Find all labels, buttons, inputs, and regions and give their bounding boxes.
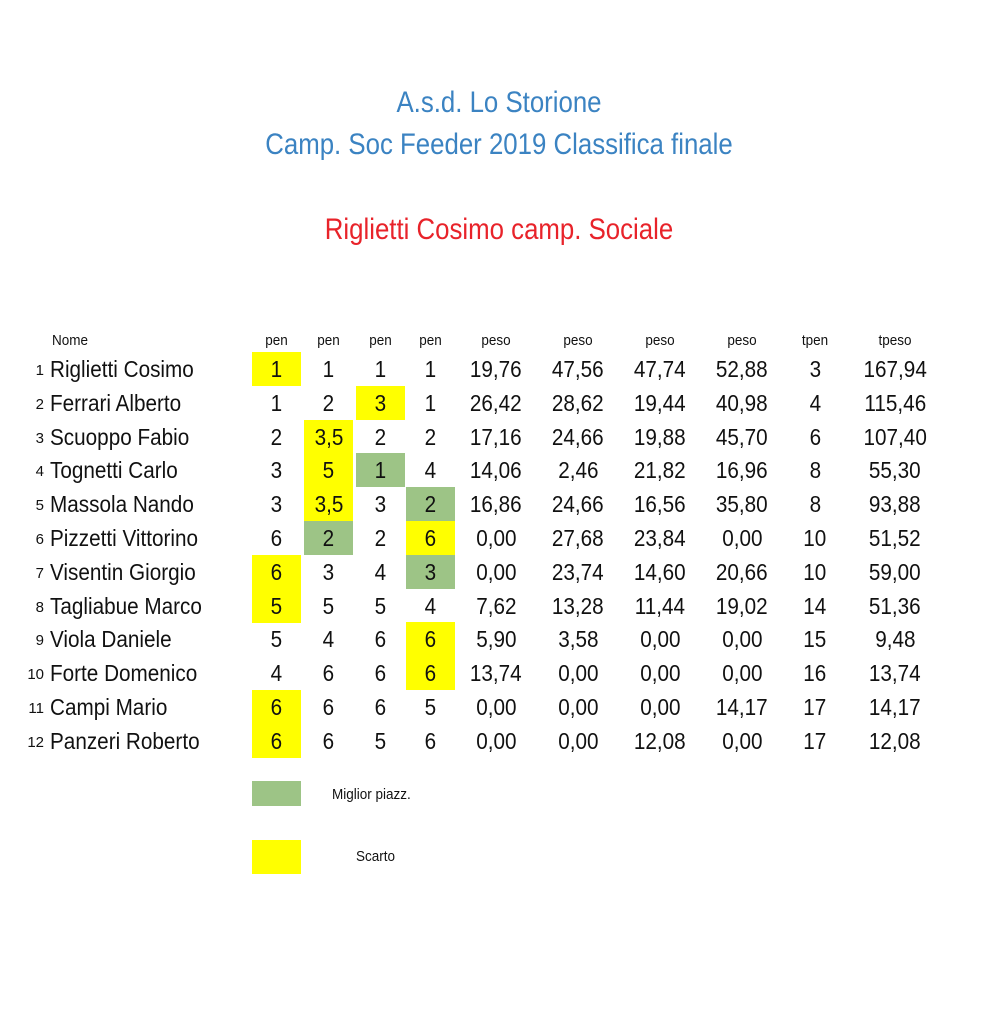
peso-cell-4 xyxy=(702,622,782,656)
tpen-cell xyxy=(786,690,844,724)
peso-cell-3-value: 0,00 xyxy=(639,626,681,652)
tpeso-cell-value: 51,36 xyxy=(869,593,921,619)
pen-cell-2-value: 1 xyxy=(322,356,335,382)
pen-cell-2 xyxy=(304,420,353,454)
peso-cell-1-value: 7,62 xyxy=(475,593,517,619)
tpen-cell-value: 4 xyxy=(809,390,821,416)
peso-cell-2 xyxy=(538,656,618,690)
tpen-cell-value: 17 xyxy=(803,694,827,720)
pen-cell-4 xyxy=(406,386,455,420)
peso-cell-1 xyxy=(456,555,536,589)
pen-cell-3 xyxy=(356,622,405,656)
peso-cell-2-value: 28,62 xyxy=(552,390,604,416)
pen-cell-2 xyxy=(304,724,353,758)
pen-cell-2 xyxy=(304,487,353,521)
pen-cell-3 xyxy=(356,487,405,521)
peso-cell-2 xyxy=(538,453,618,487)
tpen-cell-value: 3 xyxy=(809,356,821,382)
pen-cell-4-value: 3 xyxy=(424,559,437,585)
header-tpen: tpen xyxy=(801,332,829,349)
pen-cell-1 xyxy=(252,589,301,623)
pen-cell-2-value: 6 xyxy=(322,728,335,754)
tpeso-cell xyxy=(848,352,942,386)
peso-cell-2-value: 0,00 xyxy=(557,660,599,686)
peso-cell-2 xyxy=(538,622,618,656)
tpen-cell xyxy=(786,656,844,690)
peso-cell-1 xyxy=(456,656,536,690)
peso-cell-4 xyxy=(702,521,782,555)
pen-cell-4 xyxy=(406,555,455,589)
peso-cell-2 xyxy=(538,724,618,758)
pen-cell-3-value: 2 xyxy=(374,424,387,450)
pen-cell-2 xyxy=(304,386,353,420)
peso-cell-4 xyxy=(702,555,782,589)
pen-cell-3 xyxy=(356,521,405,555)
peso-cell-3-value: 19,44 xyxy=(634,390,686,416)
peso-cell-1 xyxy=(456,589,536,623)
pen-cell-3-value: 4 xyxy=(374,559,387,585)
peso-cell-4-value: 0,00 xyxy=(721,728,763,754)
peso-cell-1-value: 14,06 xyxy=(470,457,522,483)
pen-cell-2-value: 6 xyxy=(322,694,335,720)
peso-cell-1 xyxy=(456,352,536,386)
peso-cell-3 xyxy=(620,453,700,487)
row-angler-name: Tagliabue Marco xyxy=(50,593,202,619)
peso-cell-4 xyxy=(702,724,782,758)
peso-cell-3 xyxy=(620,589,700,623)
peso-cell-1 xyxy=(456,487,536,521)
row-position: 5 xyxy=(35,497,44,514)
row-angler-name: Viola Daniele xyxy=(50,626,172,652)
peso-cell-4-value: 0,00 xyxy=(721,626,763,652)
table-row xyxy=(0,521,998,555)
tpen-cell xyxy=(786,521,844,555)
tpeso-cell-value: 9,48 xyxy=(874,626,916,652)
peso-cell-4-value: 45,70 xyxy=(716,424,768,450)
pen-cell-3-value: 3 xyxy=(374,390,387,416)
pen-cell-2 xyxy=(304,352,353,386)
pen-cell-3-value: 6 xyxy=(374,626,387,652)
row-position: 6 xyxy=(35,531,44,548)
row-angler-name: Pizzetti Vittorino xyxy=(50,525,199,551)
row-position: 2 xyxy=(35,396,44,413)
peso-cell-3-value: 47,74 xyxy=(634,356,686,382)
row-angler-name: Tognetti Carlo xyxy=(50,457,178,483)
peso-cell-4 xyxy=(702,352,782,386)
peso-cell-4-value: 16,96 xyxy=(716,457,768,483)
pen-cell-1-value: 5 xyxy=(270,626,283,652)
row-position: 11 xyxy=(28,700,44,717)
peso-cell-4-value: 0,00 xyxy=(721,525,763,551)
peso-cell-1-value: 26,42 xyxy=(470,390,522,416)
peso-cell-1 xyxy=(456,521,536,555)
pen-cell-2 xyxy=(304,521,353,555)
peso-cell-2 xyxy=(538,555,618,589)
pen-cell-1-value: 3 xyxy=(270,491,283,517)
pen-cell-3 xyxy=(356,453,405,487)
pen-cell-1 xyxy=(252,622,301,656)
table-row xyxy=(0,352,998,386)
peso-cell-2-value: 24,66 xyxy=(552,424,604,450)
peso-cell-2 xyxy=(538,386,618,420)
peso-cell-1-value: 0,00 xyxy=(475,525,517,551)
tpeso-cell xyxy=(848,487,942,521)
peso-cell-3-value: 16,56 xyxy=(634,491,686,517)
pen-cell-2 xyxy=(304,622,353,656)
pen-cell-2-value: 3,5 xyxy=(314,424,343,450)
pen-cell-1 xyxy=(252,656,301,690)
row-angler-name: Visentin Giorgio xyxy=(50,559,196,585)
header-pen-4: pen xyxy=(419,332,442,349)
pen-cell-4-value: 6 xyxy=(424,660,437,686)
peso-cell-3-value: 0,00 xyxy=(639,694,681,720)
pen-cell-4 xyxy=(406,589,455,623)
tpen-cell-value: 8 xyxy=(809,491,821,517)
peso-cell-2-value: 13,28 xyxy=(552,593,604,619)
tpeso-cell xyxy=(848,724,942,758)
pen-cell-3 xyxy=(356,352,405,386)
pen-cell-4-value: 2 xyxy=(424,424,437,450)
peso-cell-2-value: 3,58 xyxy=(557,626,599,652)
pen-cell-2-value: 2 xyxy=(322,525,335,551)
pen-cell-1 xyxy=(252,521,301,555)
row-position: 8 xyxy=(35,599,44,616)
table-row xyxy=(0,622,998,656)
peso-cell-4-value: 19,02 xyxy=(716,593,768,619)
peso-cell-2 xyxy=(538,352,618,386)
peso-cell-4-value: 0,00 xyxy=(721,660,763,686)
pen-cell-1-value: 6 xyxy=(270,694,283,720)
table-row xyxy=(0,555,998,589)
peso-cell-2-value: 23,74 xyxy=(552,559,604,585)
pen-cell-4 xyxy=(406,622,455,656)
tpeso-cell-value: 55,30 xyxy=(869,457,921,483)
row-position: 1 xyxy=(35,362,44,379)
pen-cell-1-value: 6 xyxy=(270,525,283,551)
tpeso-cell-value: 14,17 xyxy=(869,694,921,720)
tpen-cell xyxy=(786,555,844,589)
peso-cell-3 xyxy=(620,555,700,589)
peso-cell-4 xyxy=(702,690,782,724)
pen-cell-4-value: 4 xyxy=(424,593,437,619)
table-row xyxy=(0,487,998,521)
peso-cell-2 xyxy=(538,420,618,454)
peso-cell-2-value: 47,56 xyxy=(552,356,604,382)
tpeso-cell-value: 93,88 xyxy=(869,491,921,517)
header-pen-2: pen xyxy=(317,332,340,349)
peso-cell-4 xyxy=(702,487,782,521)
pen-cell-1 xyxy=(252,453,301,487)
pen-cell-2 xyxy=(304,690,353,724)
header-peso-1: peso xyxy=(481,332,511,349)
tpeso-cell-value: 107,40 xyxy=(863,424,927,450)
row-angler-name: Massola Nando xyxy=(50,491,194,517)
peso-cell-1-value: 5,90 xyxy=(475,626,517,652)
pen-cell-4-value: 6 xyxy=(424,626,437,652)
peso-cell-1 xyxy=(456,622,536,656)
pen-cell-1-value: 3 xyxy=(270,457,283,483)
tpen-cell-value: 15 xyxy=(803,626,827,652)
peso-cell-1-value: 13,74 xyxy=(470,660,522,686)
tpeso-cell xyxy=(848,589,942,623)
peso-cell-1-value: 19,76 xyxy=(470,356,522,382)
pen-cell-2-value: 5 xyxy=(322,593,335,619)
peso-cell-3 xyxy=(620,386,700,420)
tpen-cell xyxy=(786,352,844,386)
tpeso-cell xyxy=(848,521,942,555)
pen-cell-2-value: 5 xyxy=(322,457,335,483)
tpen-cell xyxy=(786,386,844,420)
row-position: 7 xyxy=(35,565,44,582)
legend-label-scarto: Scarto xyxy=(356,848,396,865)
subtitle-winner: Riglietti Cosimo camp. Sociale xyxy=(324,213,674,246)
tpen-cell xyxy=(786,622,844,656)
pen-cell-3 xyxy=(356,690,405,724)
pen-cell-4-value: 6 xyxy=(424,525,437,551)
tpen-cell xyxy=(786,453,844,487)
table-row xyxy=(0,420,998,454)
tpen-cell-value: 14 xyxy=(803,593,827,619)
header-nome: Nome xyxy=(52,332,89,349)
peso-cell-1 xyxy=(456,453,536,487)
pen-cell-3-value: 3 xyxy=(374,491,387,517)
pen-cell-1 xyxy=(252,420,301,454)
peso-cell-4 xyxy=(702,589,782,623)
pen-cell-4 xyxy=(406,352,455,386)
pen-cell-4 xyxy=(406,724,455,758)
tpeso-cell xyxy=(848,453,942,487)
tpeso-cell xyxy=(848,386,942,420)
peso-cell-3 xyxy=(620,487,700,521)
peso-cell-4 xyxy=(702,656,782,690)
tpeso-cell-value: 167,94 xyxy=(863,356,927,382)
peso-cell-4 xyxy=(702,420,782,454)
pen-cell-4-value: 2 xyxy=(424,491,437,517)
row-position: 9 xyxy=(35,632,44,649)
peso-cell-1-value: 0,00 xyxy=(475,559,517,585)
peso-cell-3-value: 23,84 xyxy=(634,525,686,551)
peso-cell-4-value: 35,80 xyxy=(716,491,768,517)
pen-cell-1-value: 6 xyxy=(270,728,283,754)
pen-cell-1-value: 6 xyxy=(270,559,283,585)
peso-cell-4-value: 40,98 xyxy=(716,390,768,416)
pen-cell-4 xyxy=(406,453,455,487)
pen-cell-1-value: 4 xyxy=(270,660,283,686)
tpeso-cell xyxy=(848,420,942,454)
pen-cell-1 xyxy=(252,724,301,758)
tpen-cell-value: 17 xyxy=(803,728,827,754)
pen-cell-4 xyxy=(406,656,455,690)
pen-cell-3 xyxy=(356,386,405,420)
peso-cell-3 xyxy=(620,352,700,386)
pen-cell-3-value: 5 xyxy=(374,728,387,754)
header-peso-2: peso xyxy=(563,332,593,349)
peso-cell-2 xyxy=(538,487,618,521)
legend-label-miglior: Miglior piazz. xyxy=(332,786,411,803)
peso-cell-3 xyxy=(620,690,700,724)
peso-cell-2-value: 2,46 xyxy=(557,457,599,483)
peso-cell-1 xyxy=(456,420,536,454)
pen-cell-3-value: 5 xyxy=(374,593,387,619)
pen-cell-1-value: 2 xyxy=(270,424,283,450)
pen-cell-1-value: 5 xyxy=(270,593,283,619)
row-position: 12 xyxy=(27,734,44,751)
pen-cell-1-value: 1 xyxy=(270,356,283,382)
peso-cell-4-value: 52,88 xyxy=(716,356,768,382)
table-row xyxy=(0,724,998,758)
pen-cell-4 xyxy=(406,420,455,454)
pen-cell-2-value: 3 xyxy=(322,559,335,585)
pen-cell-3-value: 6 xyxy=(374,694,387,720)
tpen-cell xyxy=(786,487,844,521)
title-championship: Camp. Soc Feeder 2019 Classifica finale xyxy=(265,128,733,161)
pen-cell-4-value: 1 xyxy=(424,356,437,382)
pen-cell-3 xyxy=(356,589,405,623)
tpeso-cell-value: 51,52 xyxy=(869,525,921,551)
pen-cell-3 xyxy=(356,656,405,690)
pen-cell-4 xyxy=(406,690,455,724)
header-peso-3: peso xyxy=(645,332,675,349)
peso-cell-3-value: 21,82 xyxy=(634,457,686,483)
peso-cell-3 xyxy=(620,656,700,690)
pen-cell-4-value: 6 xyxy=(424,728,437,754)
tpen-cell-value: 6 xyxy=(809,424,821,450)
peso-cell-2 xyxy=(538,690,618,724)
pen-cell-4-value: 5 xyxy=(424,694,437,720)
peso-cell-2 xyxy=(538,589,618,623)
tpeso-cell xyxy=(848,555,942,589)
title-club: A.s.d. Lo Storione xyxy=(396,86,602,119)
pen-cell-2-value: 4 xyxy=(322,626,335,652)
peso-cell-1 xyxy=(456,690,536,724)
tpen-cell-value: 8 xyxy=(809,457,821,483)
pen-cell-3-value: 1 xyxy=(374,356,387,382)
tpeso-cell-value: 12,08 xyxy=(869,728,921,754)
row-position: 3 xyxy=(35,430,44,447)
header-pen-1: pen xyxy=(265,332,288,349)
pen-cell-2 xyxy=(304,656,353,690)
pen-cell-4-value: 1 xyxy=(424,390,437,416)
pen-cell-1 xyxy=(252,690,301,724)
peso-cell-1-value: 17,16 xyxy=(470,424,522,450)
row-angler-name: Panzeri Roberto xyxy=(50,728,200,754)
row-angler-name: Forte Domenico xyxy=(50,660,198,686)
peso-cell-2-value: 0,00 xyxy=(557,694,599,720)
peso-cell-3-value: 12,08 xyxy=(634,728,686,754)
pen-cell-3-value: 2 xyxy=(374,525,387,551)
pen-cell-3 xyxy=(356,724,405,758)
peso-cell-3-value: 0,00 xyxy=(639,660,681,686)
pen-cell-2-value: 2 xyxy=(322,390,335,416)
peso-cell-4-value: 20,66 xyxy=(716,559,768,585)
peso-cell-2 xyxy=(538,521,618,555)
tpen-cell xyxy=(786,724,844,758)
pen-cell-1 xyxy=(252,386,301,420)
legend-swatch-scarto xyxy=(252,840,301,874)
pen-cell-2-value: 3,5 xyxy=(314,491,343,517)
pen-cell-1-value: 1 xyxy=(270,390,283,416)
tpen-cell-value: 10 xyxy=(803,559,827,585)
pen-cell-2 xyxy=(304,589,353,623)
header-peso-4: peso xyxy=(727,332,757,349)
pen-cell-2 xyxy=(304,555,353,589)
tpeso-cell-value: 115,46 xyxy=(864,390,926,416)
peso-cell-3 xyxy=(620,622,700,656)
legend-swatch-miglior xyxy=(252,781,301,806)
tpen-cell-value: 16 xyxy=(803,660,827,686)
table-row xyxy=(0,453,998,487)
peso-cell-2-value: 24,66 xyxy=(552,491,604,517)
row-angler-name: Ferrari Alberto xyxy=(50,390,182,416)
pen-cell-4-value: 4 xyxy=(424,457,437,483)
table-row xyxy=(0,656,998,690)
pen-cell-4 xyxy=(406,487,455,521)
pen-cell-1 xyxy=(252,487,301,521)
table-row xyxy=(0,589,998,623)
peso-cell-1-value: 0,00 xyxy=(475,728,517,754)
tpeso-cell-value: 13,74 xyxy=(869,660,921,686)
row-position: 4 xyxy=(35,463,44,480)
peso-cell-4-value: 14,17 xyxy=(716,694,768,720)
peso-cell-1 xyxy=(456,724,536,758)
row-angler-name: Riglietti Cosimo xyxy=(50,356,194,382)
tpeso-cell xyxy=(848,622,942,656)
pen-cell-1 xyxy=(252,352,301,386)
header-tpeso: tpeso xyxy=(878,332,912,349)
tpen-cell-value: 10 xyxy=(803,525,827,551)
pen-cell-2 xyxy=(304,453,353,487)
row-angler-name: Campi Mario xyxy=(50,694,168,720)
peso-cell-3-value: 11,44 xyxy=(634,593,686,619)
row-position: 10 xyxy=(27,666,44,683)
table-row xyxy=(0,690,998,724)
tpen-cell xyxy=(786,589,844,623)
peso-cell-3 xyxy=(620,521,700,555)
tpen-cell xyxy=(786,420,844,454)
row-angler-name: Scuoppo Fabio xyxy=(50,424,190,450)
peso-cell-1-value: 16,86 xyxy=(470,491,522,517)
pen-cell-3 xyxy=(356,420,405,454)
pen-cell-3-value: 1 xyxy=(374,457,387,483)
pen-cell-1 xyxy=(252,555,301,589)
pen-cell-3-value: 6 xyxy=(374,660,387,686)
tpeso-cell-value: 59,00 xyxy=(869,559,921,585)
peso-cell-2-value: 27,68 xyxy=(552,525,604,551)
peso-cell-4 xyxy=(702,453,782,487)
peso-cell-3 xyxy=(620,420,700,454)
pen-cell-4 xyxy=(406,521,455,555)
pen-cell-3 xyxy=(356,555,405,589)
table-row xyxy=(0,386,998,420)
tpeso-cell xyxy=(848,690,942,724)
peso-cell-3-value: 14,60 xyxy=(634,559,686,585)
peso-cell-3-value: 19,88 xyxy=(634,424,686,450)
peso-cell-1-value: 0,00 xyxy=(475,694,517,720)
pen-cell-2-value: 6 xyxy=(322,660,335,686)
peso-cell-1 xyxy=(456,386,536,420)
peso-cell-4 xyxy=(702,386,782,420)
peso-cell-2-value: 0,00 xyxy=(557,728,599,754)
peso-cell-3 xyxy=(620,724,700,758)
header-pen-3: pen xyxy=(369,332,392,349)
tpeso-cell xyxy=(848,656,942,690)
